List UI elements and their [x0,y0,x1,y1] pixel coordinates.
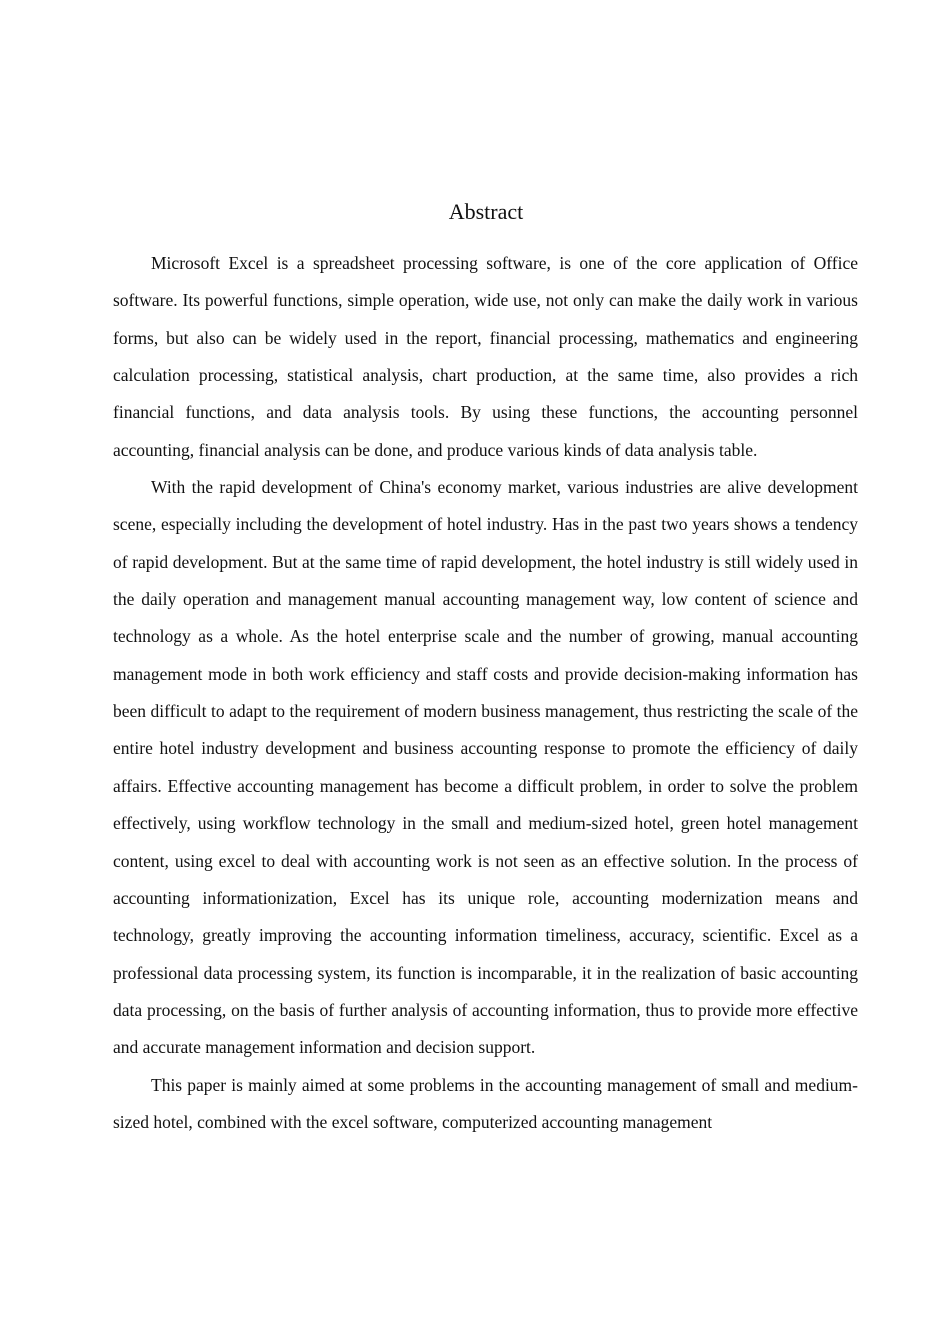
page-title: Abstract [448,199,524,224]
paragraph-1: Microsoft Excel is a spreadsheet processing software, is one of the core application of Office software. Its powerful functions, simple operation, wide use, not only can make the daily work in various forms, but also can be widely used in the report, financial processing, mathematics and engineering calculation processing, statistical analysis, chart production, at the same time, also provides a rich financial functions, and data analysis tools. By using these functions, the accounting personnel accounting, financial analysis can be done, and produce various kinds of data analysis table. [113,253,858,460]
abstract-body [113,245,858,1141]
paragraph-3: This paper is mainly aimed at some problems in the accounting management of small and medium-sized hotel, combined with the excel software, computerized accounting management [113,1074,858,1132]
paragraph-2: With the rapid development of China's economy market, various industries are alive development scene, especially including the development of hotel industry. Has in the past two years shows a tendency of rapid development. But at the same time of rapid development, the hotel industry is still widely used in the daily operation and management manual accounting management way, low content of science and technology as a whole. As the hotel enterprise scale and the number of growing, manual accounting management mode in both work efficiency and staff costs and provide decision-making information has been difficult to adapt to the requirement of modern business management, thus restricting the scale of the entire hotel industry development and business accounting response to promote the efficiency of daily affairs. Effective accounting management has become a difficult problem, in order to solve the problem effectively, using workflow technology in the small and medium-sized hotel, green hotel management content, using excel to deal with accounting work is not seen as an effective solution. In the process of accounting informationization, Excel has its unique role, accounting modernization means and technology, greatly improving the accounting information timeliness, accuracy, scientific. Excel as a professional data processing system, its function is incomparable, it in the realization of basic accounting data processing, on the basis of further analysis of accounting information, thus to provide more effective and accurate management information and decision support. [113,477,858,1058]
